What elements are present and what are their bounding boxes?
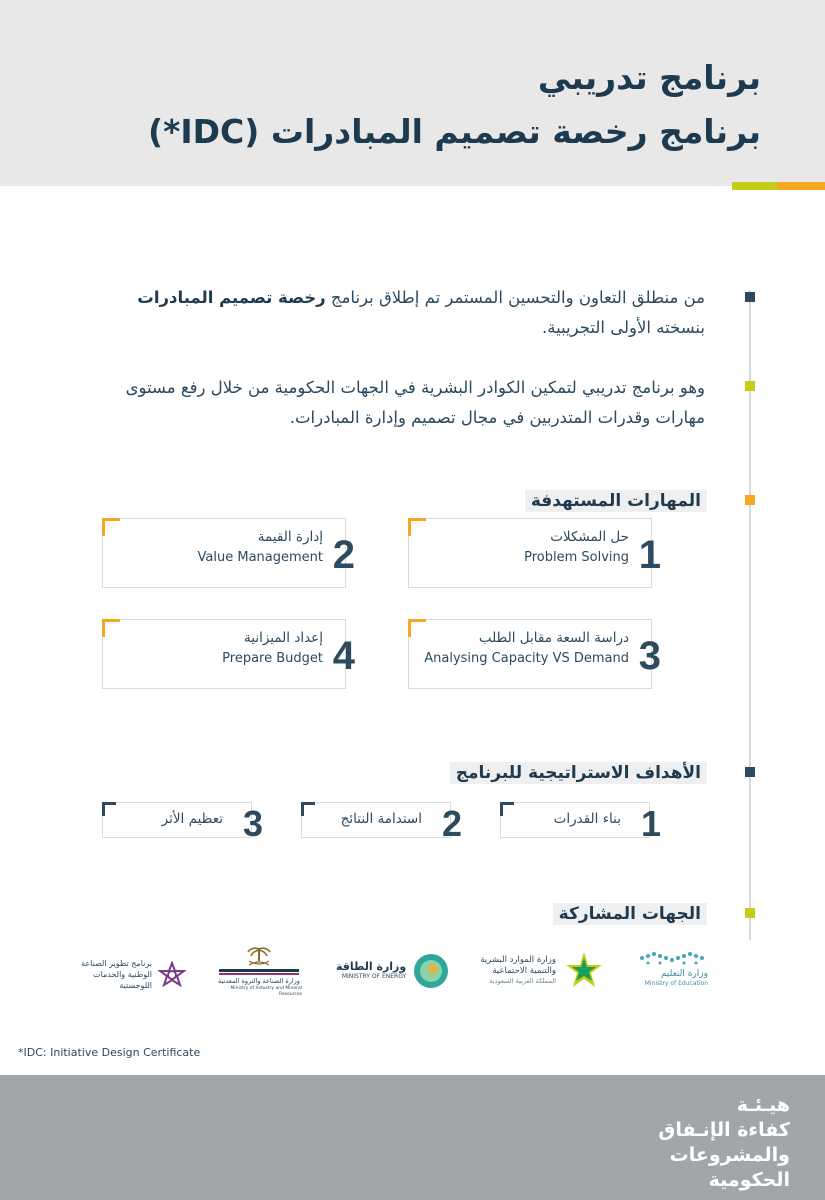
- skill-en: Prepare Budget: [222, 651, 323, 666]
- goal-number: 2: [441, 803, 462, 844]
- education-logo-ar: وزارة التعليم: [660, 969, 708, 979]
- footer-line-2: كفاءة الإنـفاق: [658, 1119, 790, 1141]
- goal-ar: بناء القدرات: [553, 811, 621, 827]
- timeline-dot-intro: [745, 292, 755, 302]
- energy-logo-ar: وزارة الطاقة: [336, 960, 407, 973]
- intro-text-prefix: من منطلق التعاون والتحسين المستمر تم إطلاق برنامج: [325, 288, 705, 307]
- skill-number: 2: [332, 533, 355, 577]
- card-corner-accent: [301, 802, 315, 816]
- goal-ar: تعظيم الأثر: [161, 811, 223, 827]
- skill-en: Value Management: [197, 550, 323, 565]
- industry-logo: [216, 945, 302, 998]
- footer-line-4: الحكومية: [708, 1169, 790, 1191]
- hr-logo-sub: المملكة العربية السعودية: [489, 976, 556, 985]
- timeline-dot-goals: [745, 767, 755, 777]
- education-logo-en: Ministry of Education: [644, 980, 708, 987]
- skill-number: 4: [332, 634, 355, 678]
- goal-card-2: [301, 802, 462, 844]
- energy-logo-en: MINISTRY OF ENERGY: [341, 973, 407, 980]
- goals-section-title: الأهداف الاستراتيجية للبرنامج: [450, 762, 707, 784]
- goal-number: 3: [242, 803, 263, 844]
- goal-number: 1: [640, 803, 661, 844]
- accent-bar-orange: [778, 182, 825, 190]
- footer-org-name: [658, 1093, 790, 1193]
- page-title: برنامج تدريبي: [537, 58, 761, 97]
- card-corner-accent: [408, 619, 426, 637]
- nidlp-logo-ar: برنامج تطوير الصناعة الوطنية والخدمات اللوجستية: [81, 959, 152, 990]
- card-corner-accent: [408, 518, 426, 536]
- timeline-dot-skills: [745, 495, 755, 505]
- hr-logo-ar: وزارة الموارد البشرية والتنمية الاجتماعية: [480, 954, 556, 976]
- skill-card-2: [102, 518, 355, 588]
- skills-section-title: المهارات المستهدفة: [525, 490, 707, 512]
- partners-section-title: الجهات المشاركة: [553, 903, 707, 925]
- industry-logo-en: Ministry of Industry and Mineral Resources: [230, 986, 302, 997]
- header-band: [0, 0, 825, 186]
- industry-logo-ar: وزارة الصناعة والثروة المعدنية: [218, 977, 300, 985]
- footnote: *IDC: Initiative Design Certificate: [18, 1046, 201, 1059]
- timeline-dot-description: [745, 381, 755, 391]
- goal-ar: استدامة النتائج: [340, 811, 422, 827]
- palm-swords-icon: [244, 945, 274, 967]
- skill-ar: إعداد الميزانية: [244, 630, 323, 646]
- skill-card-1: [408, 518, 661, 588]
- intro-text-bold: رخصة تصميم المبادرات: [137, 288, 326, 307]
- hr-logo: [480, 950, 606, 990]
- card-corner-accent: [102, 619, 120, 637]
- skill-en: Analysing Capacity VS Demand: [424, 651, 629, 666]
- skill-ar: حل المشكلات: [550, 529, 629, 545]
- industry-logo-bar: [219, 969, 299, 972]
- goal-card-1: [500, 802, 661, 844]
- skill-ar: إدارة القيمة: [257, 529, 323, 545]
- nidlp-star-icon: [158, 961, 186, 989]
- skill-card-4: [102, 619, 355, 689]
- education-logo: [636, 948, 708, 988]
- skill-number: 3: [638, 634, 661, 678]
- education-logo-icon: [636, 948, 708, 968]
- timeline-dot-partners: [745, 908, 755, 918]
- industry-logo-bar-accent: [219, 973, 299, 975]
- skill-card-3: [408, 619, 661, 689]
- footer-line-3: والمشروعات: [669, 1144, 790, 1166]
- page-subtitle: برنامج رخصة تصميم المبادرات (IDC*): [148, 112, 761, 151]
- skill-ar: دراسة السعة مقابل الطلب: [478, 630, 629, 646]
- nidlp-logo: [72, 958, 186, 991]
- skill-number: 1: [638, 533, 661, 577]
- card-corner-accent: [102, 518, 120, 536]
- energy-globe-icon: [412, 952, 450, 990]
- card-corner-accent: [102, 802, 116, 816]
- energy-logo: [336, 952, 450, 990]
- footer-band: [0, 1075, 825, 1200]
- goal-card-3: [102, 802, 263, 844]
- intro-paragraph-1: [105, 283, 705, 343]
- intro-paragraph-2: وهو برنامج تدريبي لتمكين الكوادر البشرية في الجهات الحكومية من خلال رفع مستوى مهارات وقدرات المتدربين في مجال تصميم وإدارة المبادرات.: [125, 378, 705, 427]
- intro-text-suffix: بنسخته الأولى التجريبية.: [542, 318, 705, 337]
- footer-line-1: هيـئـة: [736, 1094, 790, 1116]
- hr-star-icon: [562, 950, 606, 990]
- skill-en: Problem Solving: [524, 550, 629, 565]
- accent-bar-green: [732, 182, 778, 190]
- card-corner-accent: [500, 802, 514, 816]
